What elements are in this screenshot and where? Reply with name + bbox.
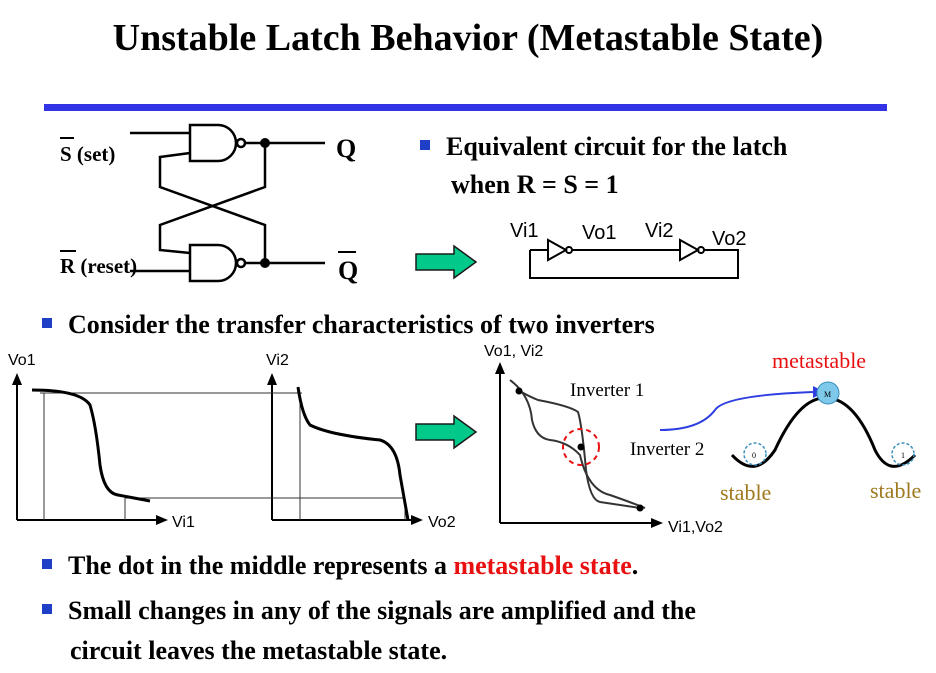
stable-label-right: stable xyxy=(870,478,922,503)
dot-text-highlight: metastable state xyxy=(453,551,632,580)
green-arrow-icon xyxy=(414,244,480,280)
inverter2-transfer-curve xyxy=(298,387,408,520)
nand-gate-top xyxy=(190,125,236,161)
dot-text-prefix: The dot in the middle represents a xyxy=(68,551,454,580)
title-divider xyxy=(44,104,887,111)
plot2-ylabel: Vi2 xyxy=(266,352,289,369)
vo2-label: Vo2 xyxy=(712,228,747,250)
plot2-xlabel: Vo2 xyxy=(428,514,456,531)
qbar-output-label: Q xyxy=(338,256,359,285)
plot1-xlabel: Vi1 xyxy=(172,514,195,531)
bullet-marker xyxy=(42,559,52,569)
ball-0-label: 0 xyxy=(752,451,756,460)
equivalent-line2: when R = S = 1 xyxy=(451,170,619,199)
ball-1-label: 1 xyxy=(901,451,905,460)
blue-arrow-icon xyxy=(660,392,815,430)
dot-text-suffix: . xyxy=(631,551,639,580)
bullet-marker xyxy=(42,604,52,614)
inverter1-label: Inverter 1 xyxy=(570,380,645,401)
vo1-label: Vo1 xyxy=(582,222,617,244)
inverter2-label: Inverter 2 xyxy=(630,439,705,460)
bullet-marker xyxy=(420,140,430,150)
equivalent-line1: Equivalent circuit for the latch xyxy=(446,132,788,161)
bullet-marker xyxy=(42,318,52,328)
plot1-ylabel: Vo1 xyxy=(8,352,36,369)
vi1-label: Vi1 xyxy=(510,220,539,242)
page-title: Unstable Latch Behavior (Metastable State) xyxy=(112,17,824,59)
combined-transfer-plot xyxy=(470,340,936,545)
reset-input-label: R (reset) xyxy=(60,254,138,278)
nand-gate-bottom xyxy=(190,245,236,281)
energy-hill-curve xyxy=(732,398,915,467)
inverter-chain-diagram xyxy=(500,215,770,290)
small-changes-line1: Small changes in any of the signals are amplified and the xyxy=(68,596,696,625)
plot3-ylabel: Vo1, Vi2 xyxy=(484,343,544,360)
metastable-label: metastable xyxy=(772,348,867,373)
plot3-xlabel: Vi1,Vo2 xyxy=(668,519,723,536)
stable-label-left: stable xyxy=(720,480,772,505)
transfer-characteristics-plots xyxy=(0,345,480,535)
small-changes-line2: circuit leaves the metastable state. xyxy=(70,636,448,665)
set-input-label: S (set) xyxy=(60,142,116,166)
inverter1-transfer-curve xyxy=(32,390,150,501)
sr-latch-diagram xyxy=(0,115,400,295)
vi2-label: Vi2 xyxy=(645,220,674,242)
consider-text: Consider the transfer characteristics of two inverters xyxy=(68,310,655,339)
ball-m-label: M xyxy=(824,390,832,399)
q-output-label: Q xyxy=(336,134,357,163)
